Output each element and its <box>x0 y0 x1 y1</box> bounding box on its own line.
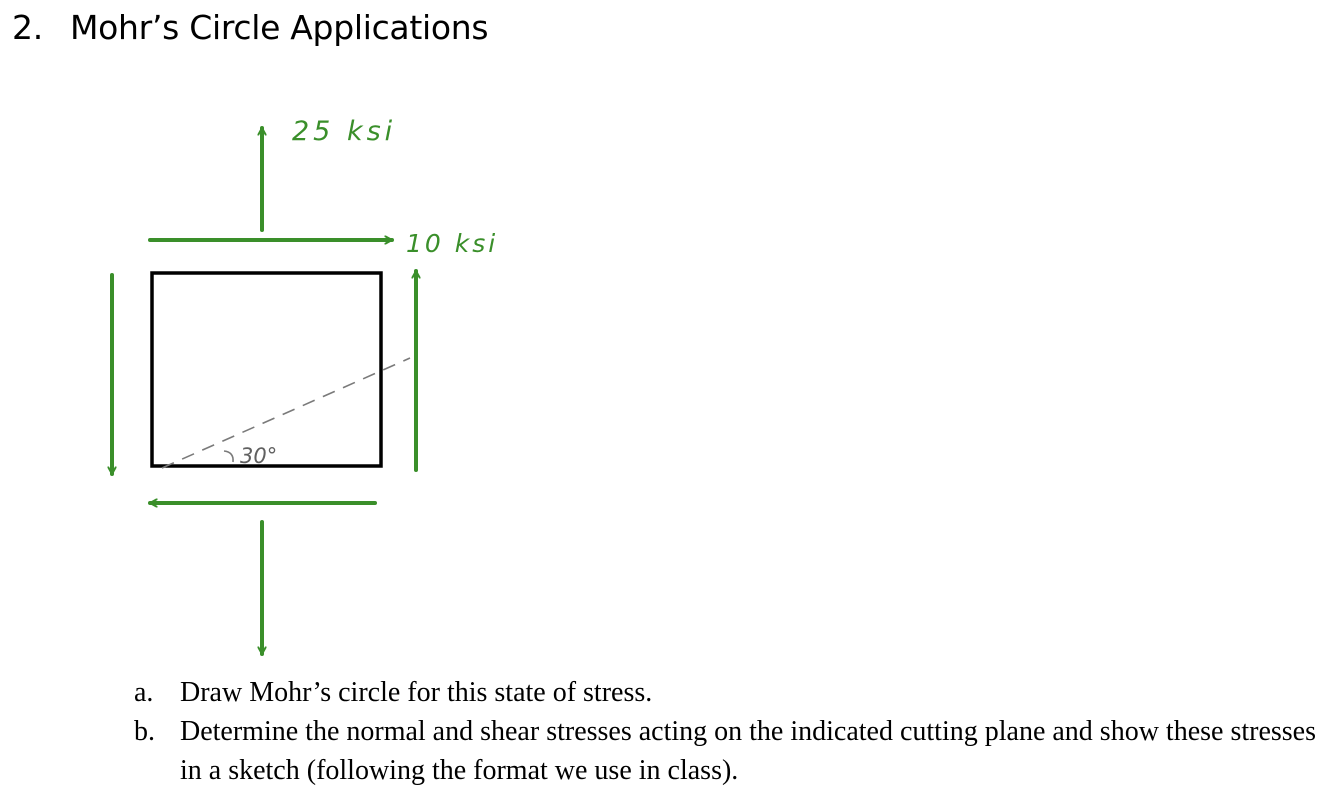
angle-label: 30° <box>240 444 278 468</box>
stress-element-square <box>152 273 381 466</box>
cutting-plane-line <box>162 358 410 468</box>
problem-number: 2. <box>12 8 43 47</box>
question-text: Draw Mohr’s circle for this state of stress. <box>180 677 653 708</box>
question-item <box>134 712 1334 790</box>
angle-arc <box>224 451 233 462</box>
question-item <box>134 673 1334 712</box>
shear-stress-label: 10 ksi <box>406 229 499 258</box>
normal-stress-label: 25 ksi <box>292 116 397 147</box>
problem-title: Mohr’s Circle Applications <box>70 8 489 47</box>
question-letter: a. <box>134 677 154 708</box>
question-list <box>134 673 1334 790</box>
question-text: Determine the normal and shear stresses acting on the indicated cutting plane and show these stresses in a sketch (following the format we use in class). <box>180 716 1316 786</box>
question-letter: b. <box>134 716 155 747</box>
